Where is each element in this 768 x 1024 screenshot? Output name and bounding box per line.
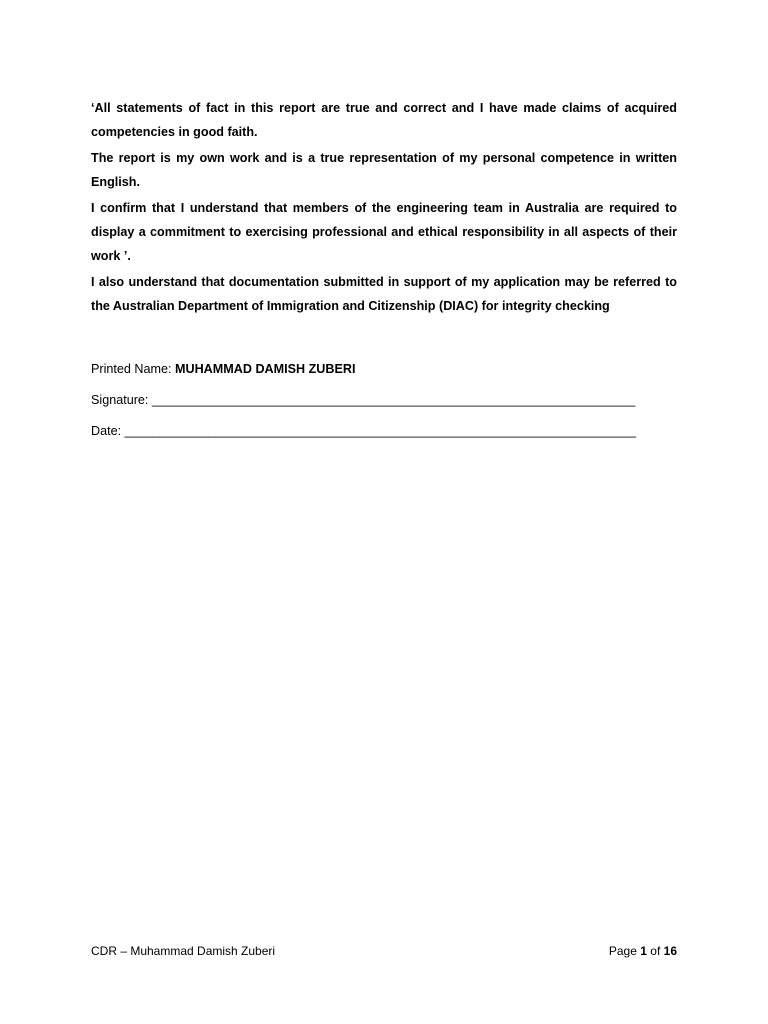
signature-block <box>91 358 691 451</box>
page-footer <box>91 941 677 961</box>
statement-paragraph: I also understand that documentation submitted in support of my application may be referred to the Australian Department of Immigration and Citizenship (DIAC) for integrity checking <box>91 275 677 313</box>
of-word: of <box>650 944 661 958</box>
statement-paragraph: The report is my own work and is a true representation of my personal competence in written English. <box>91 151 677 189</box>
statement-paragraph: ‘All statements of fact in this report are true and correct and I have made claims of acquired competencies in good faith. <box>91 101 677 139</box>
date-label: Date: <box>91 424 122 438</box>
statement-paragraph: I confirm that I understand that members of the engineering team in Australia are required to display a commitment to exercising professional and ethical responsibility in all aspects of their work ’. <box>91 201 677 263</box>
page-number <box>609 941 677 961</box>
date-line: _________________________________________________________________________ <box>124 424 636 438</box>
signature-label: Signature: <box>91 393 149 407</box>
page-total: 16 <box>663 944 677 958</box>
signature-line: _____________________________________________________________________ <box>151 393 636 407</box>
declaration-statements <box>91 96 677 320</box>
printed-name-row <box>91 358 691 389</box>
date-row <box>91 420 691 451</box>
signature-row <box>91 389 691 420</box>
printed-name-value: MUHAMMAD DAMISH ZUBERI <box>175 362 356 376</box>
printed-name-label: Printed Name: <box>91 362 172 376</box>
page-current: 1 <box>640 944 647 958</box>
footer-document-title: CDR – Muhammad Damish Zuberi <box>91 944 276 958</box>
page-word: Page <box>608 944 637 958</box>
